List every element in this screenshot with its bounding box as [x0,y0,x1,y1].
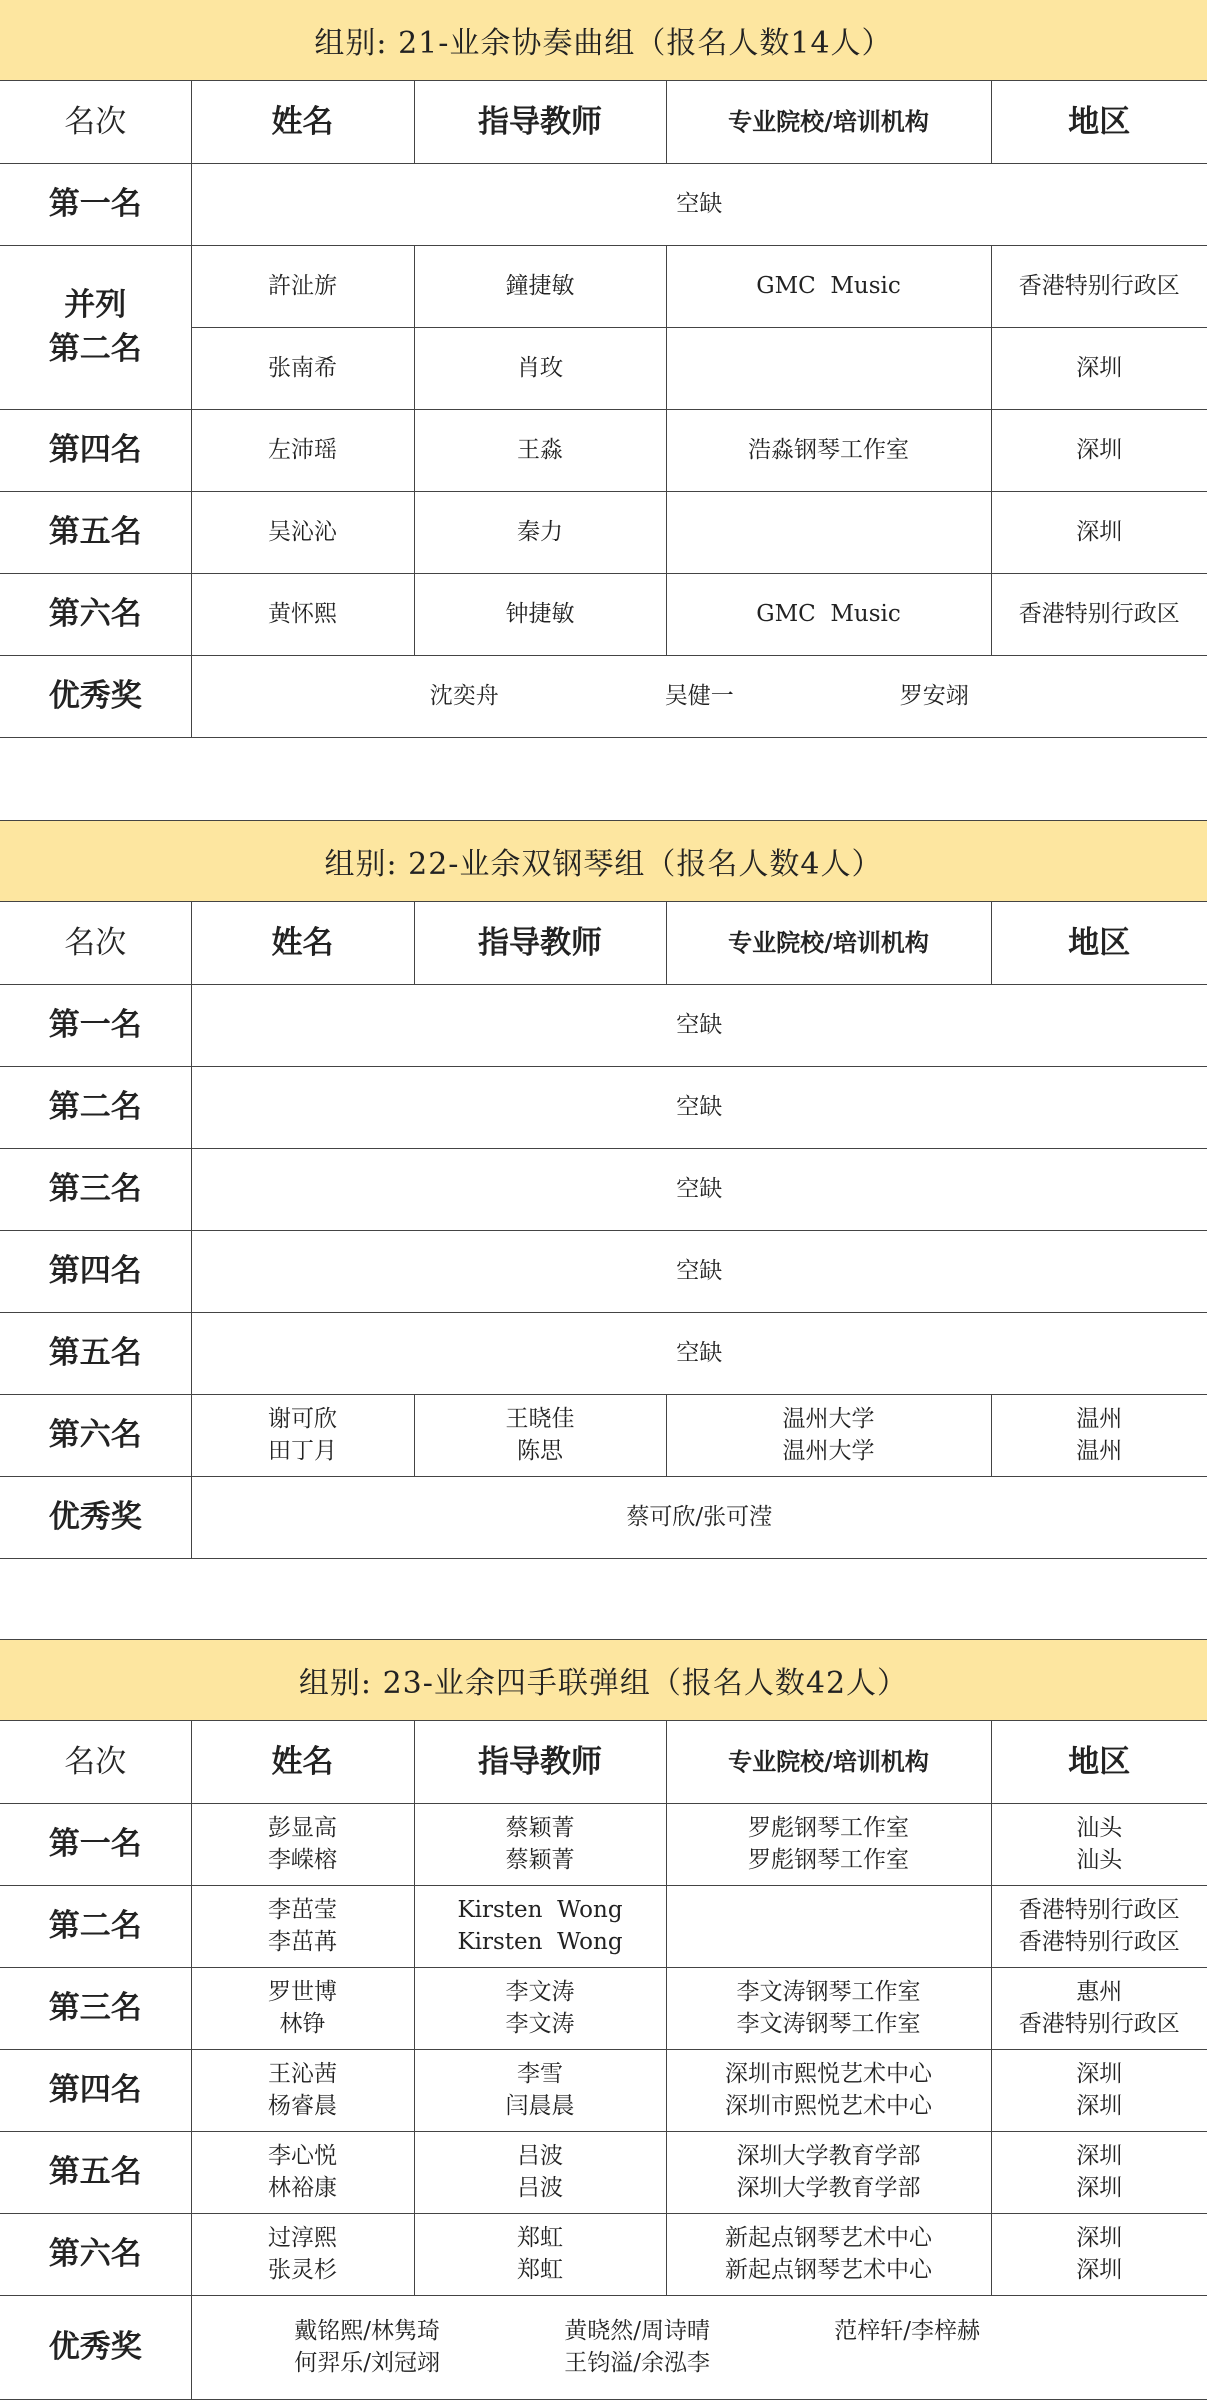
table-row [0,1148,1207,1230]
school-line: 李文涛钢琴工作室 [736,1979,921,2005]
award-pair: 王钧溢/余泓李 [564,2350,710,2376]
rank-cell: 第五名 [0,1312,191,1394]
table-row [0,1312,1207,1394]
teacher-cell: 肖玫 [414,327,666,409]
table-row [0,163,1207,245]
region-cell: 香港特别行政区 [991,245,1207,327]
table-row [0,2295,1207,2399]
school-header: 专业院校/培训机构 [666,1721,991,1803]
table-row [0,1967,1207,2049]
region-line: 深圳 [1076,2061,1123,2087]
table-row [0,2131,1207,2213]
region-line: 香港特别行政区 [1018,1929,1180,1955]
header-row [0,902,1207,984]
table-row [0,1476,1207,1558]
name-line: 张灵杉 [268,2257,337,2283]
region-line: 惠州 [1076,1979,1123,2005]
group-title: 组别: 22-业余双钢琴组（报名人数4人） [0,820,1207,902]
school-cell [666,1803,991,1885]
teacher-line: 李雪 [517,2061,563,2087]
school-line: 罗彪钢琴工作室 [748,1847,909,1873]
region-line: 深圳 [1076,2093,1123,2119]
table-row [0,573,1207,655]
rank-label-line: 第二名 [48,331,142,367]
name-line: 罗世博 [268,1979,337,2005]
header-row [0,1721,1207,1803]
name-cell [191,2049,414,2131]
table-row [0,1803,1207,1885]
region-line: 汕头 [1076,1815,1123,1841]
teacher-cell: 王淼 [414,409,666,491]
table-row [0,1230,1207,1312]
teacher-cell: 钟捷敏 [414,573,666,655]
rank-cell: 第二名 [0,1066,191,1148]
vacant-cell: 空缺 [191,1066,1207,1148]
teacher-cell [414,1885,666,1967]
name-cell [191,1967,414,2049]
region-cell [991,1967,1207,2049]
results-table [0,902,1207,1559]
school-cell [666,491,991,573]
rank-header: 名次 [0,81,191,163]
region-cell: 深圳 [991,327,1207,409]
region-line: 香港特别行政区 [1018,2011,1180,2037]
region-cell [991,2049,1207,2131]
teacher-cell [414,1967,666,2049]
award-pair: 范梓轩/李梓赫 [834,2318,980,2344]
table-row [0,409,1207,491]
rank-cell: 第四名 [0,409,191,491]
school-line: 深圳大学教育学部 [736,2143,921,2169]
school-cell [666,1885,991,1967]
school-cell [666,2049,991,2131]
teacher-header: 指导教师 [414,81,666,163]
school-header: 专业院校/培训机构 [666,81,991,163]
name-cell [191,1885,414,1967]
results-table [0,81,1207,738]
vacant-cell: 空缺 [191,984,1207,1066]
teacher-cell: 秦力 [414,491,666,573]
region-line: 深圳 [1076,2143,1123,2169]
teacher-cell [414,2049,666,2131]
school-header: 专业院校/培训机构 [666,902,991,984]
school-cell [666,2131,991,2213]
award-name: 罗安翊 [899,683,969,709]
name-cell: 张南希 [191,327,414,409]
rank-label-line: 并列 [64,287,127,323]
teacher-line: 郑虹 [517,2225,563,2251]
teacher-line: 郑虹 [517,2257,563,2283]
school-cell [666,327,991,409]
vacant-cell: 空缺 [191,163,1207,245]
name-line: 李嵘榕 [268,1847,337,1873]
teacher-line: 吕波 [517,2175,563,2201]
teacher-cell [414,1394,666,1476]
name-cell: 吴沁沁 [191,491,414,573]
name-cell [191,2131,414,2213]
region-cell: 深圳 [991,491,1207,573]
rank-header: 名次 [0,902,191,984]
region-line: 深圳 [1076,2257,1123,2283]
region-line: 温州 [1076,1438,1123,1464]
region-header: 地区 [991,902,1207,984]
name-cell [191,1394,414,1476]
teacher-line: Kirsten Wong [457,1929,623,1955]
teacher-line: 李文涛 [505,1979,575,2005]
school-line: 罗彪钢琴工作室 [748,1815,909,1841]
group-title: 组别: 23-业余四手联弹组（报名人数42人） [0,1639,1207,1721]
region-line: 汕头 [1076,1847,1123,1873]
award-cell: 蔡可欣/张可滢 [191,1476,1207,1558]
region-cell [991,2213,1207,2295]
rank-cell: 第一名 [0,163,191,245]
group-23-section [0,1639,1207,2400]
teacher-line: 吕波 [517,2143,563,2169]
region-cell: 香港特别行政区 [991,573,1207,655]
region-cell [991,1885,1207,1967]
rank-cell: 优秀奖 [0,1476,191,1558]
name-line: 田丁月 [268,1438,337,1464]
group-title: 组别: 21-业余协奏曲组（报名人数14人） [0,0,1207,81]
table-row [0,2213,1207,2295]
header-row [0,81,1207,163]
teacher-line: Kirsten Wong [457,1897,623,1923]
rank-cell: 第三名 [0,1967,191,2049]
table-row [0,2049,1207,2131]
rank-cell: 第三名 [0,1148,191,1230]
table-row [0,984,1207,1066]
name-cell [191,1803,414,1885]
name-cell [191,2213,414,2295]
region-header: 地区 [991,81,1207,163]
school-line: 温州大学 [782,1406,875,1432]
school-line: 李文涛钢琴工作室 [736,2011,921,2037]
rank-cell: 优秀奖 [0,655,191,737]
region-cell [991,1803,1207,1885]
name-line: 杨睿晨 [268,2093,337,2119]
table-row [0,245,1207,327]
teacher-line: 蔡颖菁 [505,1847,575,1873]
school-line: 温州大学 [782,1438,875,1464]
region-line: 温州 [1076,1406,1123,1432]
rank-cell: 第五名 [0,2131,191,2213]
award-cell [191,655,1207,737]
teacher-line: 李文涛 [505,2011,575,2037]
rank-cell: 第一名 [0,984,191,1066]
name-header: 姓名 [191,1721,414,1803]
award-pair: 黄晓然/周诗晴 [564,2318,710,2344]
name-cell: 黄怀熙 [191,573,414,655]
name-line: 李茁莹 [268,1897,337,1923]
school-cell: GMC Music [666,573,991,655]
name-line: 彭显高 [268,1815,337,1841]
rank-cell: 第二名 [0,1885,191,1967]
region-cell [991,2131,1207,2213]
teacher-cell [414,1803,666,1885]
region-line: 深圳 [1076,2225,1123,2251]
rank-cell [0,245,191,409]
award-pair: 何羿乐/刘冠翊 [294,2350,440,2376]
vacant-cell: 空缺 [191,1148,1207,1230]
rank-cell: 第四名 [0,2049,191,2131]
region-line: 香港特别行政区 [1018,1897,1180,1923]
school-line: 新起点钢琴艺术中心 [725,2257,932,2283]
teacher-cell [414,2213,666,2295]
table-row [0,491,1207,573]
vacant-cell: 空缺 [191,1312,1207,1394]
name-cell: 許沚旂 [191,245,414,327]
region-cell: 深圳 [991,409,1207,491]
school-cell [666,1967,991,2049]
teacher-line: 王晓佳 [505,1406,575,1432]
name-header: 姓名 [191,81,414,163]
rank-cell: 第六名 [0,1394,191,1476]
award-name: 沈奕舟 [429,683,499,709]
region-line: 深圳 [1076,2175,1123,2201]
name-cell: 左沛瑶 [191,409,414,491]
teacher-line: 闫晨晨 [505,2093,575,2119]
school-cell: 浩淼钢琴工作室 [666,409,991,491]
name-line: 林裕康 [268,2175,337,2201]
award-cell [191,2295,1207,2399]
name-line: 王沁茜 [268,2061,337,2087]
teacher-cell: 鐘捷敏 [414,245,666,327]
school-line: 深圳大学教育学部 [736,2175,921,2201]
table-row [0,1066,1207,1148]
teacher-cell [414,2131,666,2213]
award-list [192,2315,1207,2379]
award-list [192,680,1207,712]
rank-cell: 优秀奖 [0,2295,191,2399]
school-line: 深圳市熙悦艺术中心 [725,2061,932,2087]
rank-cell: 第五名 [0,491,191,573]
school-cell: GMC Music [666,245,991,327]
table-row [0,1394,1207,1476]
school-cell [666,1394,991,1476]
rank-header: 名次 [0,1721,191,1803]
region-cell [991,1394,1207,1476]
school-line: 新起点钢琴艺术中心 [725,2225,932,2251]
rank-cell: 第六名 [0,2213,191,2295]
vacant-cell: 空缺 [191,1230,1207,1312]
rank-cell: 第六名 [0,573,191,655]
name-line: 林铮 [279,2011,326,2037]
name-line: 李心悦 [268,2143,337,2169]
group-21-section [0,0,1207,738]
group-22-section [0,820,1207,1559]
teacher-header: 指导教师 [414,1721,666,1803]
name-header: 姓名 [191,902,414,984]
teacher-line: 蔡颖菁 [505,1815,575,1841]
name-line: 过淳熙 [268,2225,337,2251]
results-table [0,1721,1207,2400]
region-header: 地区 [991,1721,1207,1803]
table-row [0,655,1207,737]
school-cell [666,2213,991,2295]
name-line: 谢可欣 [268,1406,337,1432]
teacher-header: 指导教师 [414,902,666,984]
award-pair: 戴铭熙/林隽琦 [294,2318,440,2344]
name-line: 李茁苒 [268,1929,337,1955]
rank-cell: 第四名 [0,1230,191,1312]
table-row [0,1885,1207,1967]
rank-cell: 第一名 [0,1803,191,1885]
school-line: 深圳市熙悦艺术中心 [725,2093,932,2119]
teacher-line: 陈思 [517,1438,563,1464]
award-name: 吴健一 [664,683,734,709]
